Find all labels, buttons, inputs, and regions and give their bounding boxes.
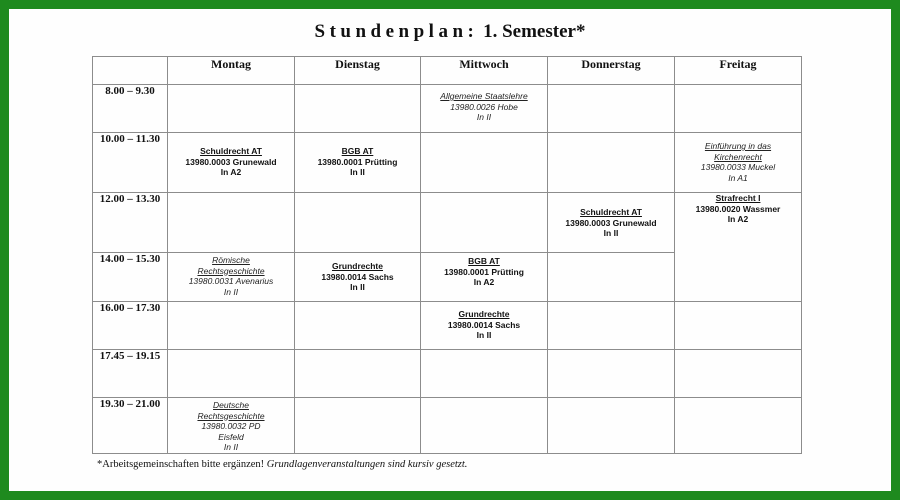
course-room: In II — [350, 167, 365, 177]
day-header-freitag: Freitag — [675, 57, 802, 85]
course-cell — [295, 133, 421, 193]
course-code: 13980.0014 Sachs — [321, 271, 394, 282]
empty-cell — [168, 350, 295, 398]
course-room: In II — [476, 330, 492, 340]
title-semester: 1. Semester* — [483, 21, 586, 42]
course-cell — [421, 253, 548, 302]
course-cell — [168, 253, 295, 302]
course-entry — [421, 302, 547, 341]
course-entry — [168, 398, 294, 453]
course-room: In II — [223, 442, 239, 452]
empty-cell — [548, 133, 675, 193]
day-header-mittwoch: Mittwoch — [421, 57, 548, 85]
empty-cell — [421, 133, 548, 193]
course-room: In A1 — [728, 172, 748, 183]
time-slot: 8.00 – 9.30 — [93, 85, 168, 133]
empty-cell — [548, 350, 675, 398]
footnote-text: *Arbeitsgemeinschaften bitte ergänzen! — [97, 459, 265, 470]
course-code: 13980.0003 Grunewald — [565, 217, 657, 228]
time-slot: 19.30 – 21.00 — [93, 398, 168, 454]
course-cell — [421, 85, 548, 133]
time-slot: 12.00 – 13.30 — [93, 193, 168, 253]
title-label: Stundenplan: — [314, 21, 479, 42]
day-header-donnerstag: Donnerstag — [548, 57, 675, 85]
empty-cell — [168, 302, 295, 350]
empty-cell — [548, 253, 675, 302]
course-cell — [168, 133, 295, 193]
course-name: Schuldrecht AT — [200, 146, 262, 156]
empty-cell — [421, 350, 548, 398]
time-slot: 14.00 – 15.30 — [93, 253, 168, 302]
course-cell — [421, 302, 548, 350]
course-name: Allgemeine Staatslehre — [440, 91, 528, 101]
course-name: Grundrechte — [331, 261, 383, 271]
empty-cell — [295, 85, 421, 133]
corner-cell — [93, 57, 168, 85]
time-slot: 17.45 – 19.15 — [93, 350, 168, 398]
course-code: 13980.0031 Avenarius — [188, 276, 274, 286]
course-entry — [295, 253, 420, 293]
course-entry — [295, 133, 420, 178]
footnote — [97, 459, 467, 470]
course-cell — [675, 193, 802, 302]
empty-cell — [295, 398, 421, 454]
table-row — [93, 350, 802, 398]
empty-cell — [168, 193, 295, 253]
course-entry — [548, 193, 674, 239]
empty-cell — [548, 302, 675, 350]
course-code: 13980.0033 Muckel — [700, 162, 776, 172]
day-header-montag: Montag — [168, 57, 295, 85]
course-code: 13980.0003 Grunewald — [185, 156, 277, 167]
page-title — [0, 21, 900, 43]
course-code: 13980.0001 Prütting — [317, 156, 398, 167]
empty-cell — [675, 350, 802, 398]
course-entry — [675, 133, 801, 183]
time-slot: 16.00 – 17.30 — [93, 302, 168, 350]
empty-cell — [548, 398, 675, 454]
empty-cell — [421, 193, 548, 253]
course-cell — [675, 133, 802, 193]
course-entry — [168, 253, 294, 297]
empty-cell — [548, 85, 675, 133]
course-entry — [421, 253, 547, 288]
course-room: In II — [350, 282, 365, 292]
course-name: BGB AT — [341, 146, 374, 156]
course-code: 13980.0001 Prütting — [444, 266, 524, 277]
empty-cell — [675, 85, 802, 133]
course-code: 13980.0026 Hobe — [450, 101, 518, 112]
table-row — [93, 85, 802, 133]
table-row — [93, 133, 802, 193]
course-name: Strafrecht I — [715, 193, 761, 203]
course-name: Einführung in das Kirchenrecht — [704, 141, 772, 162]
course-name: Grundrechte — [458, 309, 510, 319]
empty-cell — [295, 350, 421, 398]
course-cell — [548, 193, 675, 253]
empty-cell — [421, 398, 548, 454]
schedule-table — [92, 56, 802, 454]
course-name: Deutsche Rechtsgeschichte — [197, 400, 265, 421]
course-cell — [295, 253, 421, 302]
course-entry — [168, 133, 294, 178]
header-row — [93, 57, 802, 85]
course-room: In II — [476, 112, 492, 122]
course-room: In II — [223, 286, 239, 297]
course-code: 13980.0014 Sachs — [447, 319, 521, 330]
course-entry — [421, 85, 547, 123]
course-room: In A2 — [727, 214, 749, 224]
course-cell — [168, 398, 295, 454]
course-code: 13980.0032 PD Eisfeld — [201, 421, 261, 442]
empty-cell — [168, 85, 295, 133]
table-row — [93, 193, 802, 253]
course-code: 13980.0020 Wassmer — [695, 203, 781, 214]
course-name: BGB AT — [468, 256, 500, 266]
empty-cell — [675, 302, 802, 350]
time-slot: 10.00 – 11.30 — [93, 133, 168, 193]
course-room: In II — [603, 228, 619, 238]
table-row — [93, 398, 802, 454]
day-header-dienstag: Dienstag — [295, 57, 421, 85]
empty-cell — [295, 193, 421, 253]
course-name: Schuldrecht AT — [580, 207, 642, 217]
course-room: In A2 — [473, 277, 495, 287]
course-entry — [675, 193, 801, 225]
course-room: In A2 — [220, 167, 242, 177]
empty-cell — [295, 302, 421, 350]
empty-cell — [675, 398, 802, 454]
course-name: Römische Rechtsgeschichte — [197, 255, 265, 276]
table-row — [93, 302, 802, 350]
footnote-italic-note: Grundlagenveranstaltungen sind kursiv gesetzt. — [266, 459, 468, 470]
